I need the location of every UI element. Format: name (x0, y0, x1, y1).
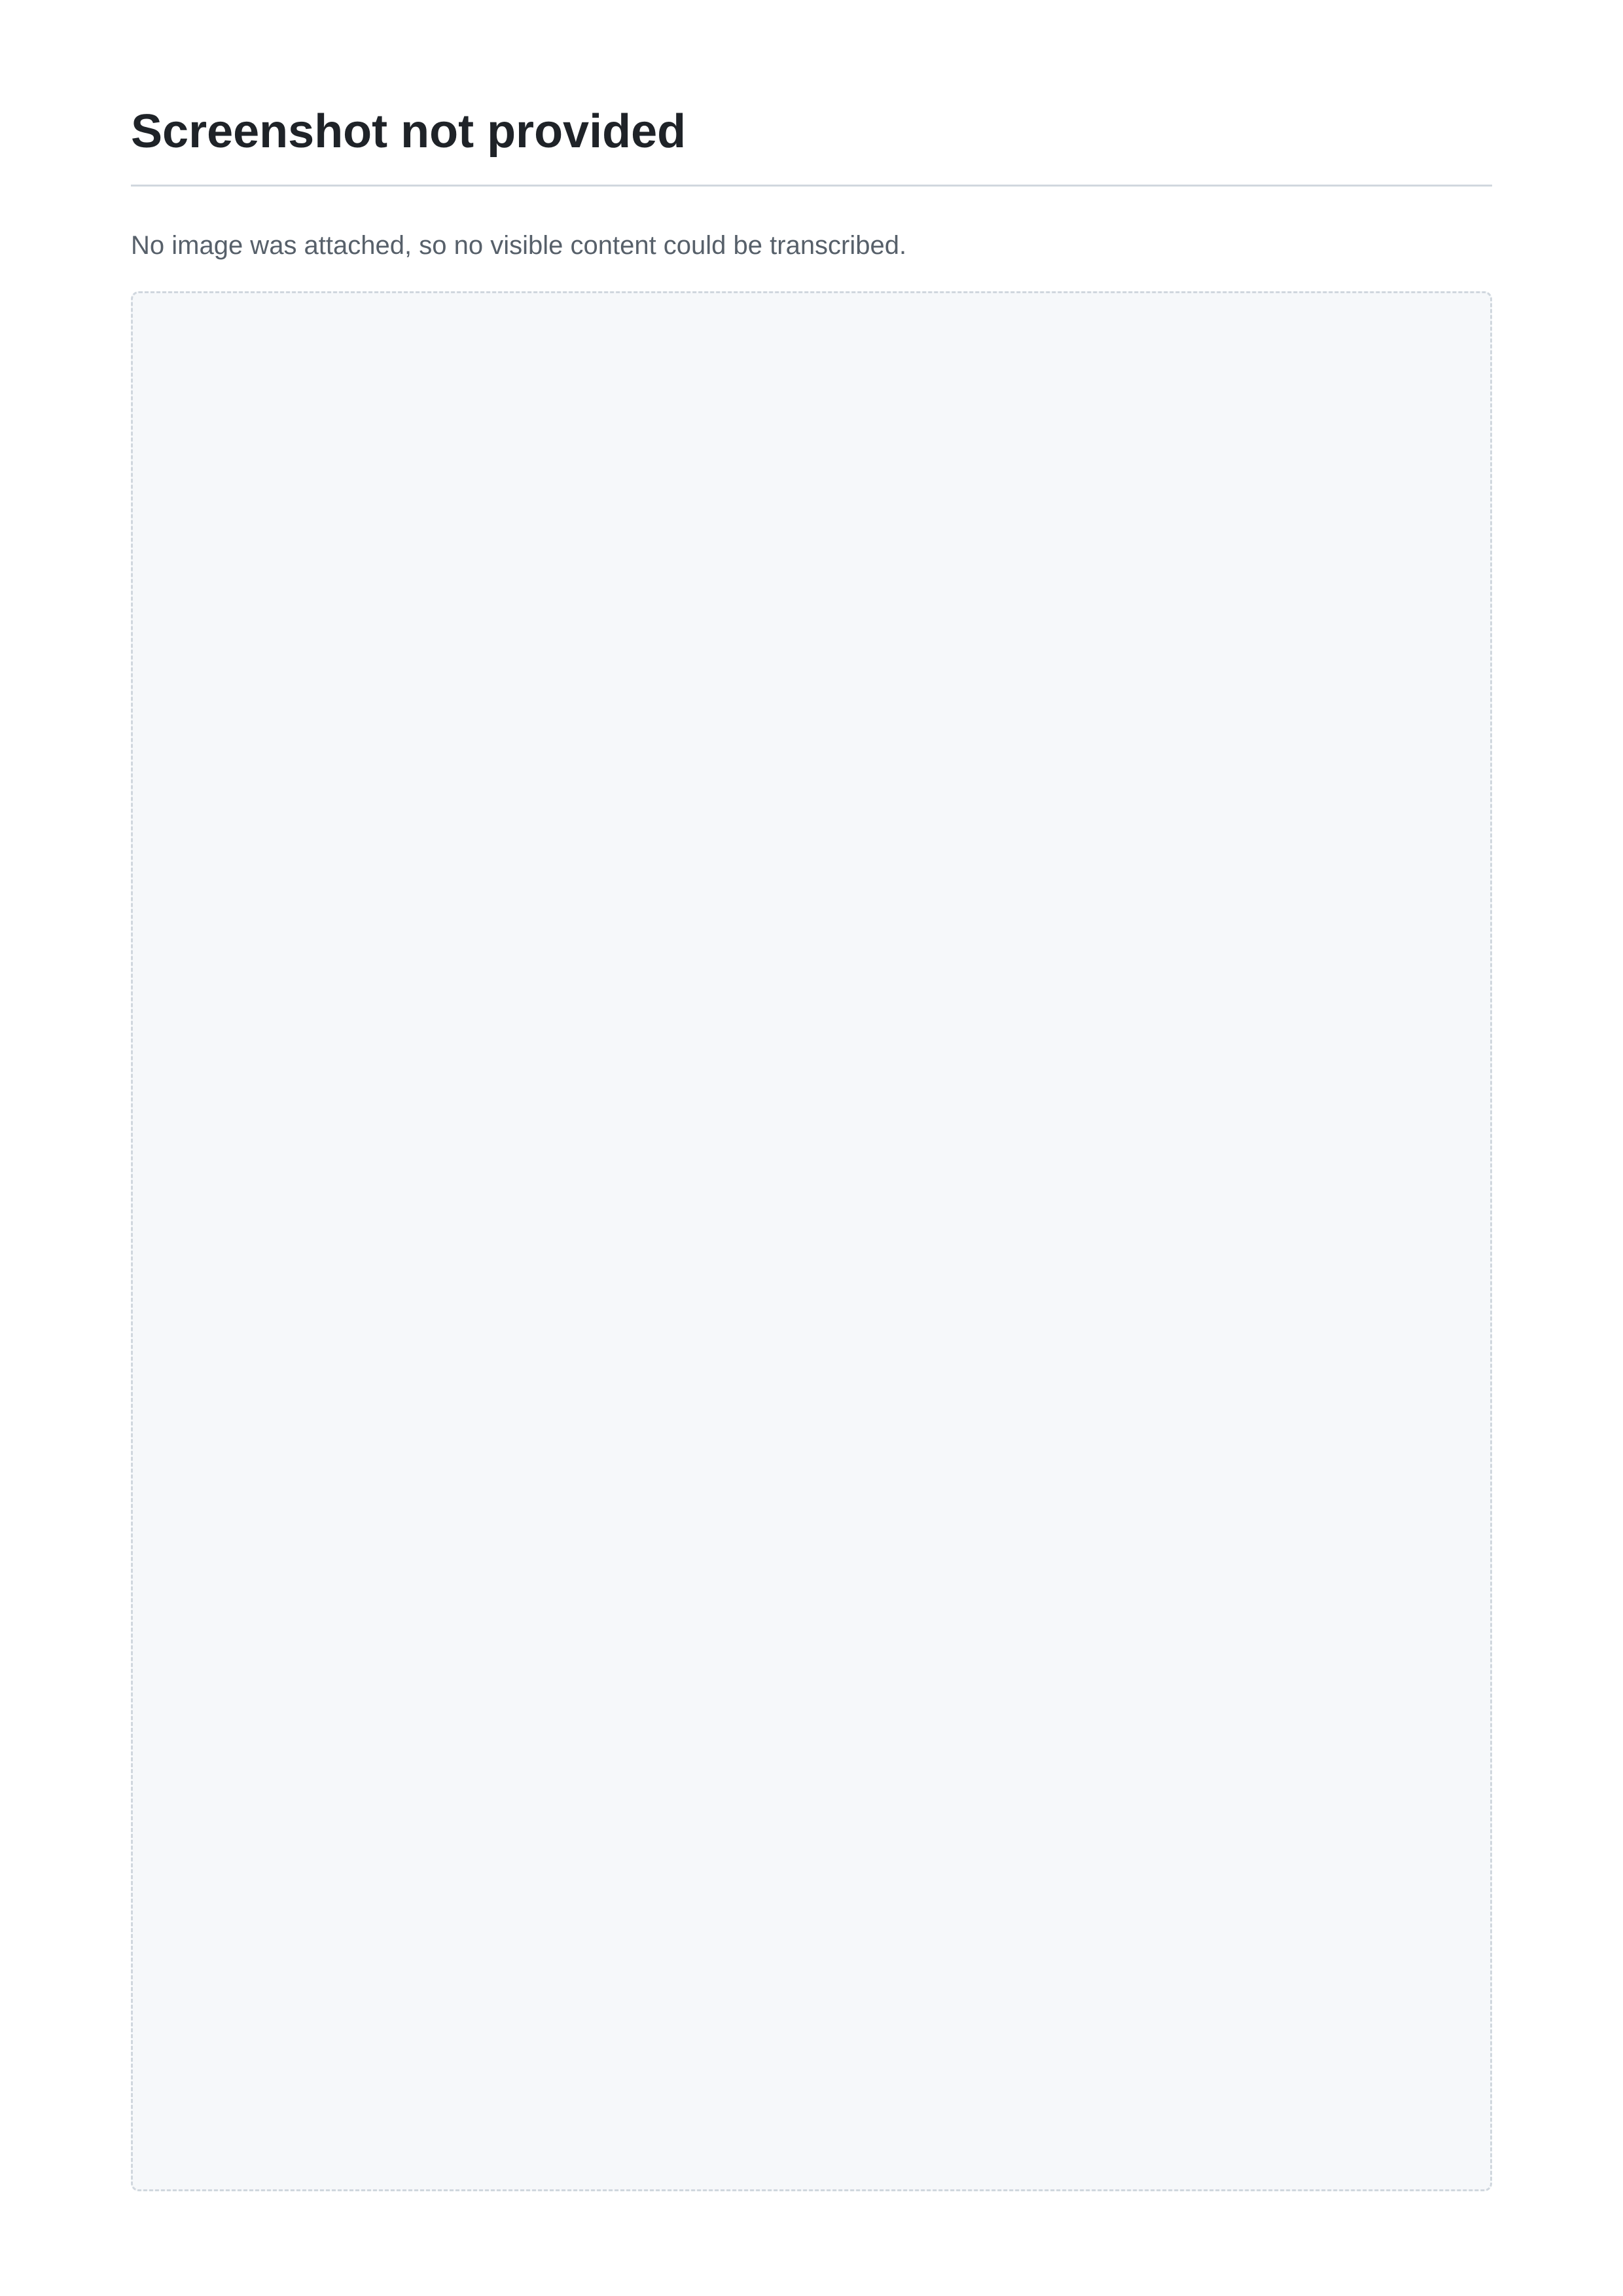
page-header (131, 105, 1492, 187)
content-placeholder (131, 291, 1492, 2191)
page-title: Screenshot not provided (131, 105, 687, 158)
page-body (131, 226, 1492, 2191)
page-note: No image was attached, so no visible content could be transcribed. (131, 231, 907, 260)
